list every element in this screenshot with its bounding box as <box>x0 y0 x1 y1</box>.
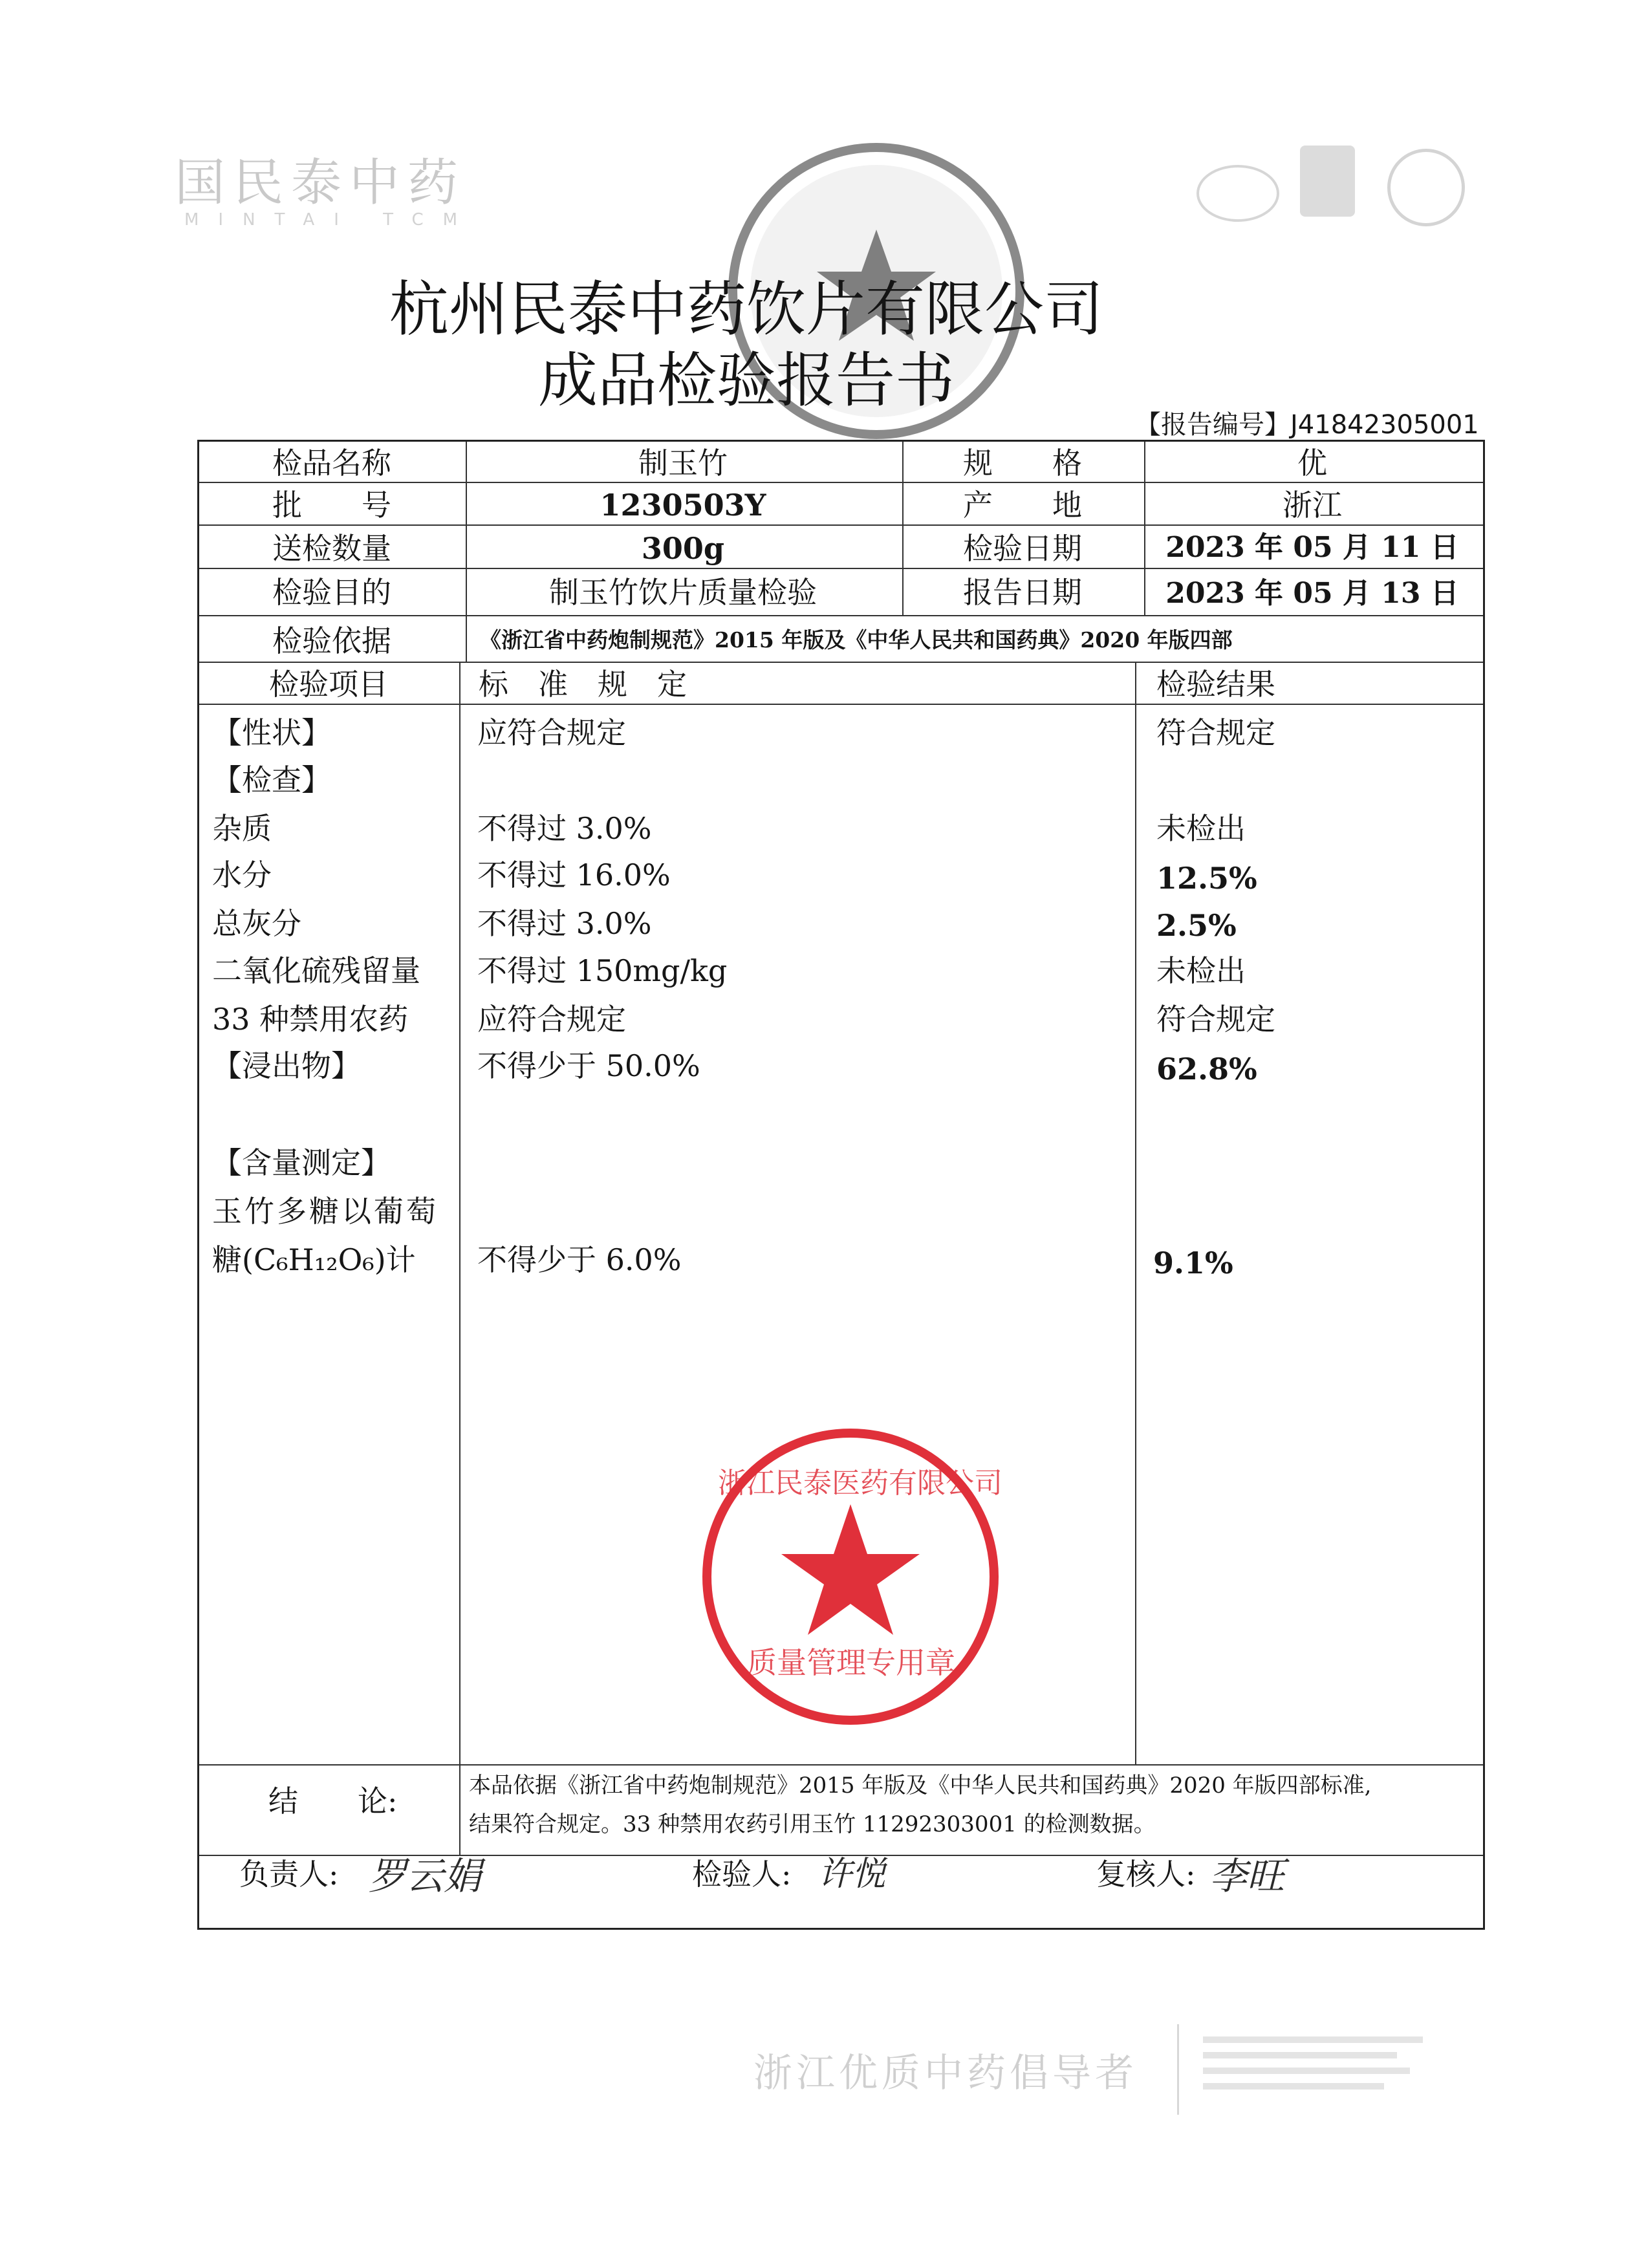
purpose-label: 检验目的 <box>272 575 391 610</box>
spec-value: 优 <box>1297 446 1327 481</box>
standard-column-header: 标 准 规 定 <box>479 667 687 702</box>
footer-slogan: 浙江优质中药倡导者 <box>753 2051 1138 2096</box>
footer-divider <box>1177 2024 1179 2115</box>
basis-value: 《浙江省中药炮制规范》2015 年版及《中华人民共和国药典》2020 年版四部 <box>480 627 1233 653</box>
company-logo-subtitle: MINTAI TCM <box>184 210 477 230</box>
item-cell: 总灰分 <box>212 906 301 941</box>
responsible-label: 负责人: <box>239 1857 339 1892</box>
company-title: 杭州民泰中药饮片有限公司 <box>389 275 1103 344</box>
company-logo: 国民泰中药 <box>175 154 466 212</box>
batch-value: 1230503Y <box>600 488 766 523</box>
result-cell: 未检出 <box>1156 953 1246 988</box>
reviewer-label: 复核人: <box>1096 1857 1196 1892</box>
conclusion-line-2: 结果符合规定。33 种禁用农药引用玉竹 11292303001 的检测数据。 <box>469 1811 1156 1837</box>
stamp-inner-text: 质量管理专用章 <box>747 1645 955 1680</box>
result-cell: 62.8% <box>1156 1052 1257 1086</box>
item-cell: 【检查】 <box>212 762 331 797</box>
brand-seal-icon <box>1300 146 1355 217</box>
standard-cell: 不得少于 50.0% <box>477 1048 700 1083</box>
result-column-header: 检验结果 <box>1156 667 1275 702</box>
item-cell: 杂质 <box>212 811 272 846</box>
inspector-signature: 许悦 <box>818 1855 886 1894</box>
responsible-signature: 罗云娟 <box>369 1854 482 1898</box>
conclusion-label: 结 论: <box>268 1784 398 1819</box>
inspection-date-value: 2023 年 05 月 11 日 <box>1165 531 1459 564</box>
result-cell: 9.1% <box>1153 1246 1233 1280</box>
reviewer-signature: 李旺 <box>1209 1854 1285 1898</box>
stamp-outer-text: 浙江民泰医药有限公司 <box>718 1467 1002 1500</box>
purpose-value: 制玉竹饮片质量检验 <box>549 575 817 610</box>
footer-contact-block <box>1203 2027 1449 2111</box>
standard-cell: 不得过 16.0% <box>477 858 671 892</box>
item-cell: 33 种禁用农药 <box>212 1002 409 1037</box>
item-column-header: 检验项目 <box>269 667 388 702</box>
origin-label: 产 地 <box>963 488 1082 523</box>
basis-label: 检验依据 <box>272 623 391 658</box>
standard-cell: 不得少于 6.0% <box>477 1242 682 1277</box>
mortar-icon <box>1387 149 1465 226</box>
result-cell: 未检出 <box>1156 811 1246 846</box>
standard-cell: 不得过 3.0% <box>477 906 652 941</box>
batch-label: 批 号 <box>272 488 391 523</box>
quantity-label: 送检数量 <box>272 531 391 566</box>
product-name-label: 检品名称 <box>272 446 391 481</box>
report-date-label: 报告日期 <box>963 575 1082 610</box>
item-cell: 【性状】 <box>212 715 331 750</box>
report-number: 【报告编号】J41842305001 <box>1135 410 1479 440</box>
inspector-label: 检验人: <box>692 1857 792 1892</box>
item-cell: 玉竹多糖以葡萄 <box>212 1194 439 1229</box>
quantity-value: 300g <box>641 531 725 566</box>
item-cell: 【浸出物】 <box>212 1048 361 1083</box>
item-cell: 二氧化硫残留量 <box>212 953 420 988</box>
item-cell: 糖(C₆H₁₂O₆)计 <box>212 1242 416 1277</box>
item-cell: 水分 <box>212 858 272 892</box>
report-date-value: 2023 年 05 月 13 日 <box>1165 577 1459 610</box>
result-cell: 符合规定 <box>1156 715 1275 750</box>
gmp-badge-icon <box>1196 165 1279 222</box>
standard-cell: 不得过 3.0% <box>477 811 652 846</box>
standard-cell: 不得过 150mg/kg <box>477 953 728 988</box>
spec-label: 规 格 <box>963 446 1082 481</box>
item-cell: 【含量测定】 <box>212 1145 391 1180</box>
result-cell: 12.5% <box>1156 861 1257 896</box>
inspection-date-label: 检验日期 <box>963 531 1082 566</box>
origin-value: 浙江 <box>1283 488 1342 523</box>
conclusion-line-1: 本品依据《浙江省中药炮制规范》2015 年版及《中华人民共和国药典》2020 年版四部标准, <box>469 1773 1372 1798</box>
result-cell: 2.5% <box>1156 908 1237 943</box>
product-name-value: 制玉竹 <box>638 446 728 481</box>
document-title: 成品检验报告书 <box>537 346 955 415</box>
result-cell: 符合规定 <box>1156 1002 1275 1037</box>
standard-cell: 应符合规定 <box>477 1002 626 1037</box>
standard-cell: 应符合规定 <box>477 715 626 750</box>
